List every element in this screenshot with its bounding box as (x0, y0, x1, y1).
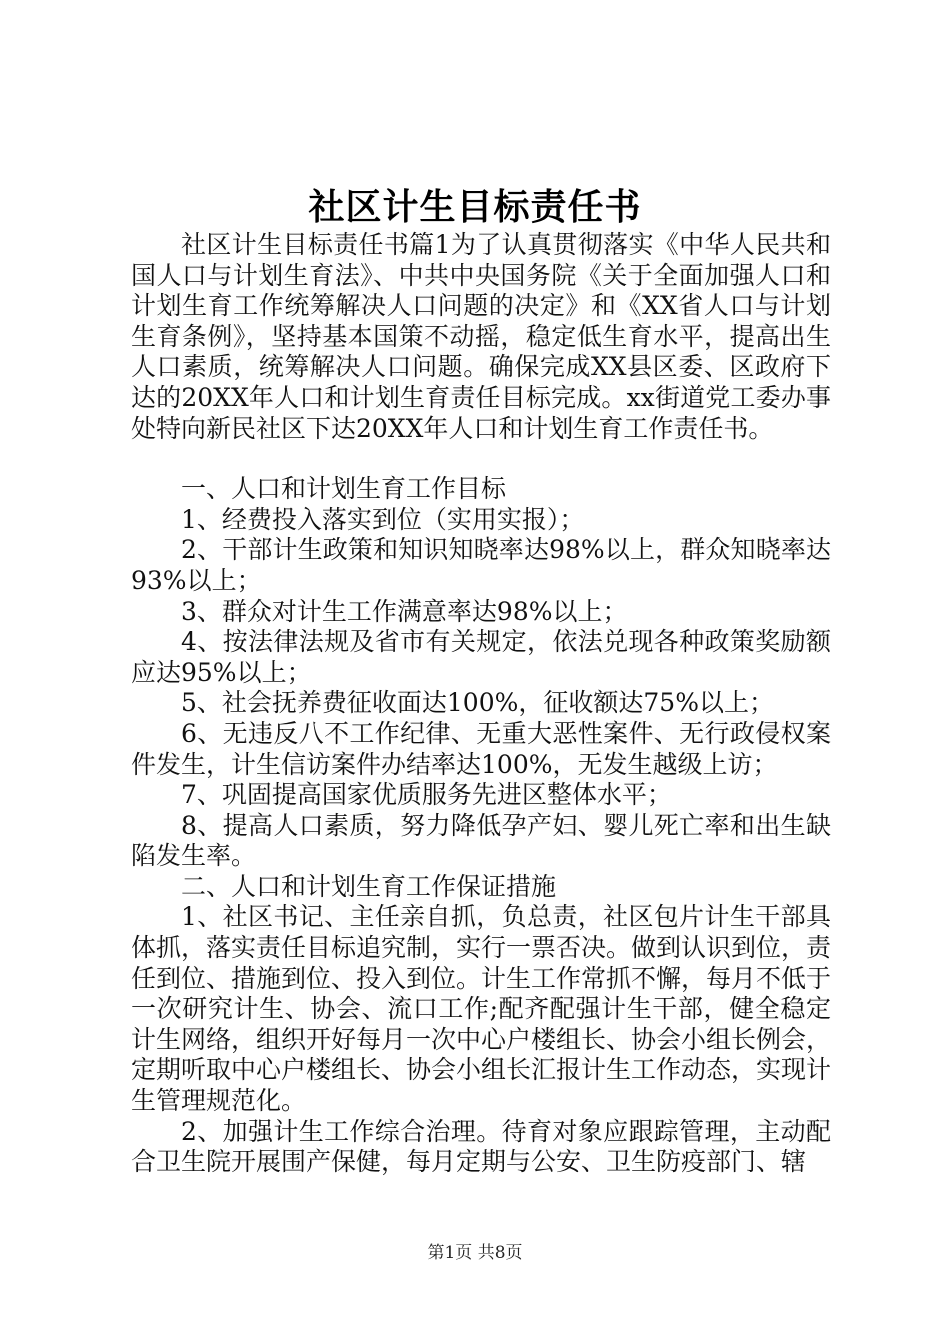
page-number-footer: 第1页 共8页 (427, 1243, 523, 1263)
section1-item-4: 4、按法律法规及省市有关规定，依法兑现各种政策奖励额应达95%以上； (131, 627, 831, 687)
section1-item-5: 5、社会抚养费征收面达100%，征收额达75%以上； (181, 688, 774, 718)
intro-paragraph: 社区计生目标责任书篇1为了认真贯彻落实《中华人民共和国人口与计划生育法》、中共中央国务院《关于全面加强人口和计划生育工作统筹解决人口问题的决定》和《XX省人口与计划生育条例》，坚持基本国策不动摇，稳定低生育水平，提高出生人口素质，统筹解决人口问题。确保完成XX县区委、区政府下达的20XX年人口和计划生育责任目标完成。xx街道党工委办事处特向新民社区下达20XX年人口和计划生育工作责任书。 (131, 230, 831, 443)
section1-heading: 一、人口和计划生育工作目标 (181, 474, 507, 504)
section2-item-2: 2、加强计生工作综合治理。待育对象应跟踪管理，主动配合卫生院开展围产保健，每月定期与公安、卫生防疫部门、辖 (131, 1116, 831, 1177)
document-body (131, 230, 831, 1178)
section2-item-1: 1、社区书记、主任亲自抓，负总责，社区包片计生干部具体抓，落实责任目标追究制，实行一票否决。做到认识到位，责任到位、措施到位、投入到位。计生工作常抓不懈，每月不低于一次研究计生、协会、流口工作;配齐配强计生干部，健全稳定计生网络，组织开好每月一次中心户楼组长、协会小组长例会，定期听取中心户楼组长、协会小组长汇报计生工作动态，实现计生管理规范化。 (131, 902, 832, 1116)
section2-heading: 二、人口和计划生育工作保证措施 (181, 871, 557, 901)
section1-item-2: 2、干部计生政策和知识知晓率达98%以上，群众知晓率达93%以上； (131, 535, 831, 595)
section1-item-1: 1、经费投入落实到位（实用实报）； (181, 504, 585, 534)
paragraph-gap (131, 444, 831, 474)
section1-item-3: 3、群众对计生工作满意率达98%以上； (181, 596, 628, 626)
section1-item-6: 6、无违反八不工作纪律、无重大恶性案件、无行政侵权案件发生，计生信访案件办结率达100%，无发生越级上访； (131, 718, 831, 779)
section1-item-7: 7、巩固提高国家优质服务先进区整体水平； (181, 780, 672, 810)
document-title: 社区计生目标责任书 (308, 187, 642, 228)
section1-item-8: 8、提高人口素质，努力降低孕产妇、婴儿死亡率和出生缺陷发生率。 (131, 810, 831, 871)
